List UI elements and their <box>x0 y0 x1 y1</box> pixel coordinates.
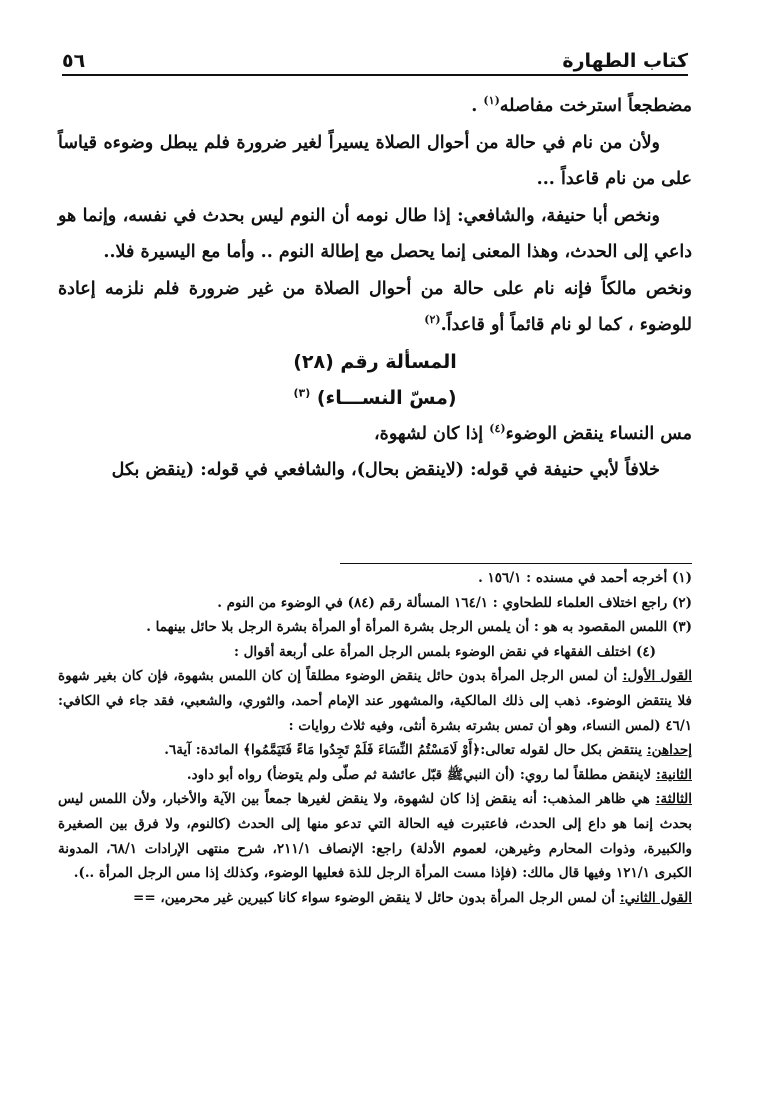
paragraph-2: ولأن من نام في حالة من أحوال الصلاة يسيراً لغير ضرورة فلم يبطل وضوءه قياساً على من نام قاعداً ... <box>58 132 692 189</box>
p1-text: مضطجعاً استرخت مفاصله <box>499 96 692 116</box>
p5-text-b: إذا كان لشهوة، <box>374 423 484 444</box>
narration-3-label: الثالثة: <box>655 791 693 808</box>
opinion-1-label: القول الأول: <box>622 668 693 685</box>
narration-3-text: هي ظاهر المذهب: أنه ينقض إذا كان لشهوة، ولا ينقض لغيرها جمعاً بين الآية والأخبار، ولأن اللمس ليس بحدث إنما هو داع إلى الحدث، فاعتبرت فيه الحالة التي تدعو منها إلى الحدث (كالنوم، ولا فرق بين الصغيرة والكبيرة، وذوات المحارم وغيرهن، لعموم الأدلة) راجع: الإنصاف ٢١١/١، شرح منتهى الإرادات ٦٨/١، المدونة الكبرى ١٢١/١ وفيها قال مالك: (فإذا مست المرأة الرجل للذة فعليها الوضوء، وكذلك إذا مس الرجل المرأة ..). <box>58 791 692 882</box>
footnote-ref-2: (٢) <box>424 313 441 327</box>
footnote-3: (٣) اللمس المقصود به هو : أن يلمس الرجل بشرة المرأة أو المرأة بشرة الرجل بلا حائل بينهما . <box>146 619 692 636</box>
page-header <box>62 44 688 72</box>
p5-text-a: مس النساء ينقض الوضوء <box>505 423 692 444</box>
footnote-rule <box>340 563 692 564</box>
opinion-2-label: القول الثاني: <box>619 889 692 906</box>
footnote-4-intro: (٤) اختلف الفقهاء في نقض الوضوء بلمس الرجل المرأة على أربعة أقوال : <box>233 643 656 660</box>
main-text <box>58 88 692 489</box>
opinion-1-text: أن لمس الرجل المرأة بدون حائل ينقض الوضوء مطلقاً إن كان اللمس بشهوة، فإن كان بغير شهوة فلا ينتقض الوضوء. ذهب إلى ذلك المالكية، والمشهور عند الإمام أحمد، والثوري، والشعبي، فقد جاء في الكافي: ٤٦/١ (لمس النساء، وهو أن تمس بشرته بشرة أنثى، وفيه ثلاث روايات : <box>58 668 692 734</box>
paragraph-3: ونخص أبا حنيفة، والشافعي: إذا طال نومه أن النوم ليس بحدث في نفسه، وإنما هو داعي إلى الحدث، وهذا المعنى إنما يحصل مع إطالة النوم .. وأما مع اليسيرة فلا.. <box>58 205 692 262</box>
footnotes <box>58 566 692 910</box>
footnote-ref-4: (٤) <box>489 421 506 435</box>
footnote-ref-3: (٣) <box>293 386 311 400</box>
paragraph-5 <box>58 416 692 453</box>
paragraph-4 <box>58 271 692 344</box>
footnote-1: (١) أخرجه أحمد في مسنده : ١٥٦/١ . <box>478 570 692 586</box>
issue-heading: المسألة رقم (٢٨) <box>293 350 457 373</box>
narration-2 <box>58 763 692 788</box>
opinion-2-text: أن لمس الرجل المرأة بدون حائل لا ينقض الوضوء سواء كانا كبيرين غير محرمين، == <box>133 889 616 906</box>
p4-text: ونخص مالكاً فإنه نام على حالة من أحوال الصلاة من غير ضرورة فلم نلزمه إعادة للوضوء ، كما لو نام قائماً أو قاعداً. <box>58 278 692 335</box>
issue-subheading: (مسّ النســـاء) <box>316 386 457 409</box>
opinion-2 <box>58 886 692 911</box>
book-title: كتاب الطهارة <box>562 50 688 72</box>
header-rule <box>62 74 688 76</box>
narration-1-text: ينتقض بكل حال لقوله تعالى:﴿أَوْ لَامَسْتُمُ النِّسَاءَ فَلَمْ تَجِدُوا مَاءً فَتَيَمَّمُوا﴾ المائدة: آية٦. <box>164 742 642 759</box>
narration-1 <box>58 738 692 763</box>
narration-1-label: إحداهن: <box>646 742 692 759</box>
p1-end: . <box>471 96 478 116</box>
paragraph-1 <box>58 88 692 125</box>
narration-2-label: الثانية: <box>655 766 692 783</box>
narration-2-text: لاينقض مطلقاً لما روي: (أن النبيﷺ قبّل عائشة ثم صلّى ولم يتوضأ) رواه أبو داود. <box>186 766 652 783</box>
page-number: ٥٦ <box>62 50 86 72</box>
issue-subheading-row <box>58 380 692 416</box>
narration-3 <box>58 787 692 885</box>
paragraph-6: خلافاً لأبي حنيفة في قوله: (لاينقض بحال)، والشافعي في قوله: (ينقض بكل <box>111 460 660 480</box>
opinion-1 <box>58 664 692 738</box>
footnote-ref-1: (١) <box>483 94 500 108</box>
footnote-2: (٢) راجع اختلاف العلماء للطحاوي : ١٦٤/١ المسألة رقم (٨٤) في الوضوء من النوم . <box>217 594 692 611</box>
